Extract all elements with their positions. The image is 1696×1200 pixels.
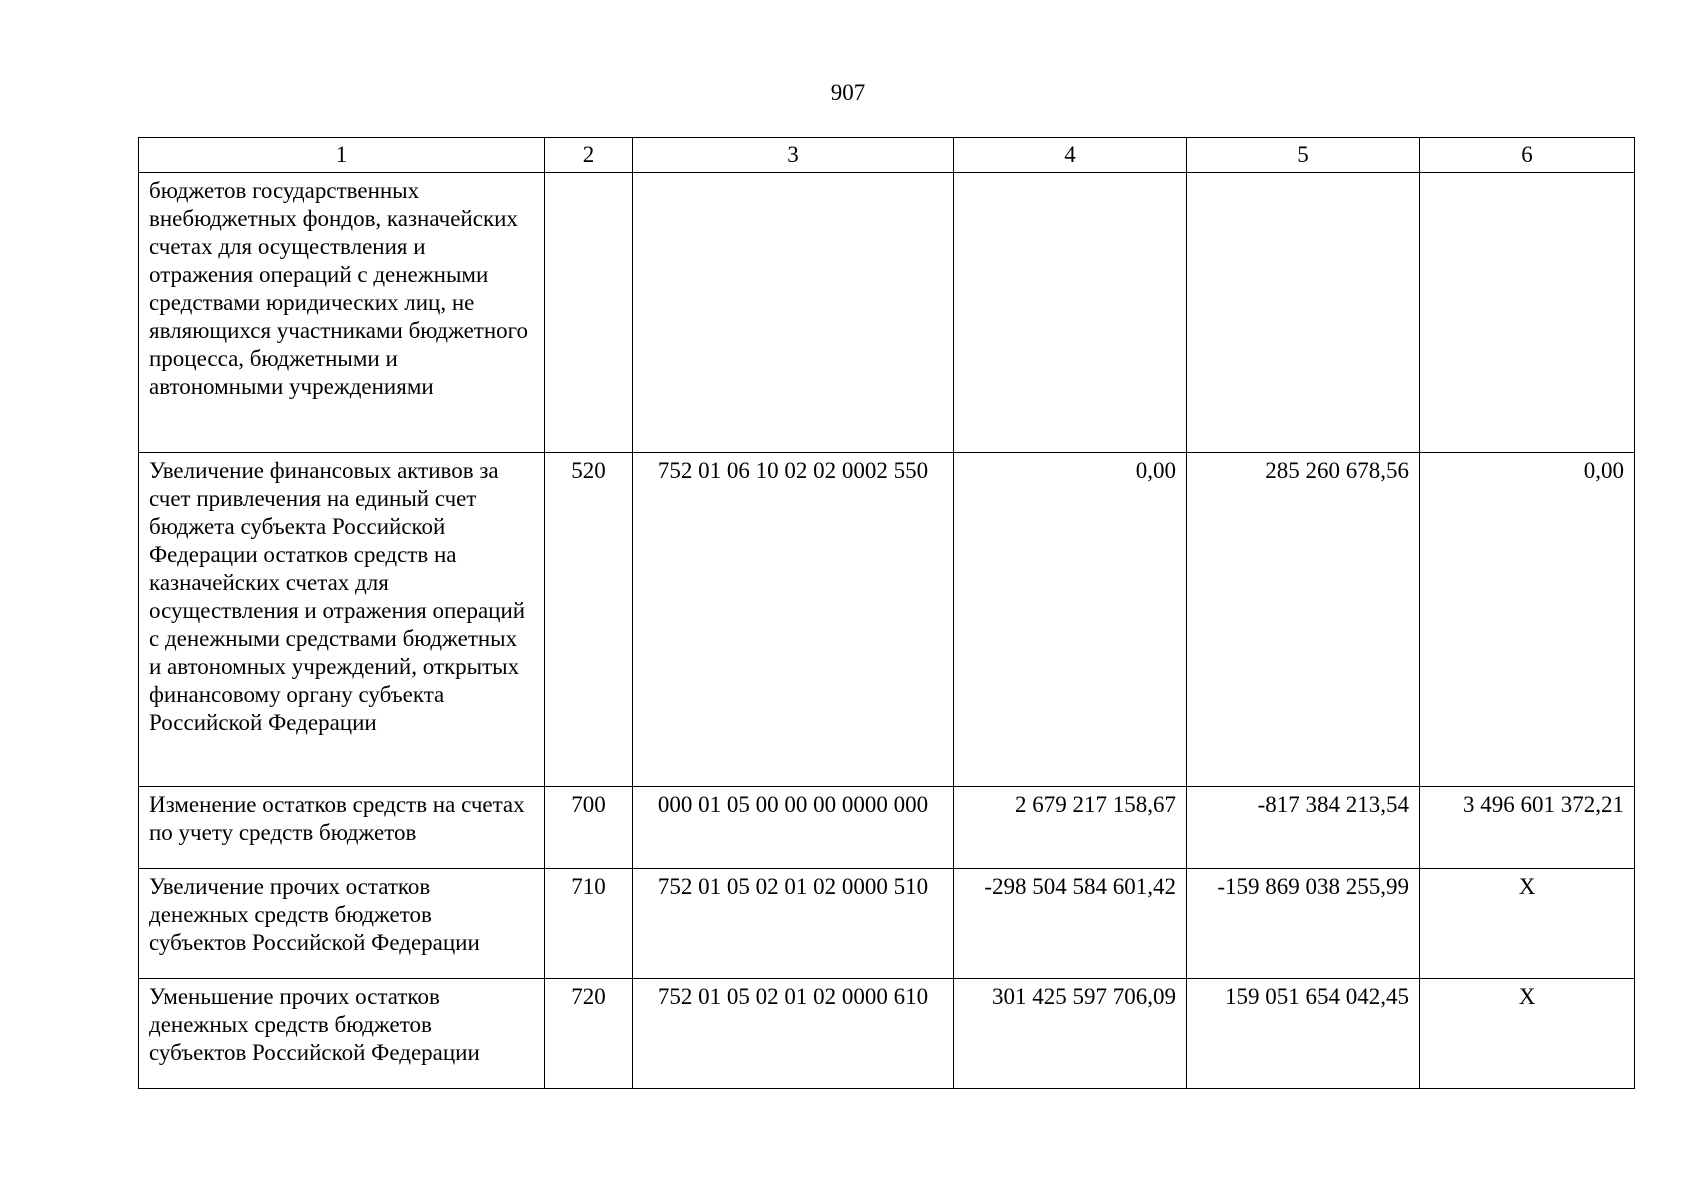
- budget-sources-table: [138, 137, 1635, 1089]
- row-kbk: 000 01 05 00 00 00 0000 000: [633, 787, 954, 869]
- row-kbk: 752 01 06 10 02 02 0002 550: [633, 453, 954, 787]
- row-kbk: 752 01 05 02 01 02 0000 510: [633, 869, 954, 979]
- row-value-col5: [1187, 173, 1420, 453]
- row-value-col6: Х: [1420, 979, 1635, 1089]
- table-row: [139, 869, 1635, 979]
- row-name: Уменьшение прочих остатков денежных средств бюджетов субъектов Российской Федерации: [139, 979, 545, 1089]
- row-value-col4: 2 679 217 158,67: [954, 787, 1187, 869]
- row-value-col4: -298 504 584 601,42: [954, 869, 1187, 979]
- row-name: Увеличение финансовых активов за счет привлечения на единый счет бюджета субъекта Российской Федерации остатков средств на казначейских счетах для осуществления и отражения операций с денежными средствами бюджетных и автономных учреждений, открытых финансовому органу субъекта Российской Федерации: [139, 453, 545, 787]
- row-value-col6: 3 496 601 372,21: [1420, 787, 1635, 869]
- row-value-col5: 159 051 654 042,45: [1187, 979, 1420, 1089]
- row-value-col5: -159 869 038 255,99: [1187, 869, 1420, 979]
- page-number: 907: [830, 80, 866, 105]
- column-header-4: 4: [954, 138, 1187, 173]
- row-value-col5: -817 384 213,54: [1187, 787, 1420, 869]
- row-value-col5: 285 260 678,56: [1187, 453, 1420, 787]
- row-kbk: 752 01 05 02 01 02 0000 610: [633, 979, 954, 1089]
- column-header-6: 6: [1420, 138, 1635, 173]
- row-name: бюджетов государственных внебюджетных фондов, казначейских счетах для осуществления и отражения операций с денежными средствами юридических лиц, не являющихся участниками бюджетного процесса, бюджетными и автономными учреждениями: [139, 173, 545, 453]
- row-value-col6: Х: [1420, 869, 1635, 979]
- row-value-col4: 0,00: [954, 453, 1187, 787]
- row-value-col6: [1420, 173, 1635, 453]
- row-value-col4: 301 425 597 706,09: [954, 979, 1187, 1089]
- row-value-col4: [954, 173, 1187, 453]
- column-header-1: 1: [139, 138, 545, 173]
- table-row: [139, 787, 1635, 869]
- column-header-2: 2: [545, 138, 633, 173]
- table-header-row: [139, 138, 1635, 173]
- row-code: 720: [545, 979, 633, 1089]
- column-header-5: 5: [1187, 138, 1420, 173]
- column-header-3: 3: [633, 138, 954, 173]
- row-code: 710: [545, 869, 633, 979]
- row-name: Увеличение прочих остатков денежных средств бюджетов субъектов Российской Федерации: [139, 869, 545, 979]
- table-row: [139, 979, 1635, 1089]
- row-name: Изменение остатков средств на счетах по учету средств бюджетов: [139, 787, 545, 869]
- row-code: 520: [545, 453, 633, 787]
- row-code: [545, 173, 633, 453]
- row-value-col6: 0,00: [1420, 453, 1635, 787]
- row-kbk: [633, 173, 954, 453]
- table-row: [139, 173, 1635, 453]
- row-code: 700: [545, 787, 633, 869]
- table-row: [139, 453, 1635, 787]
